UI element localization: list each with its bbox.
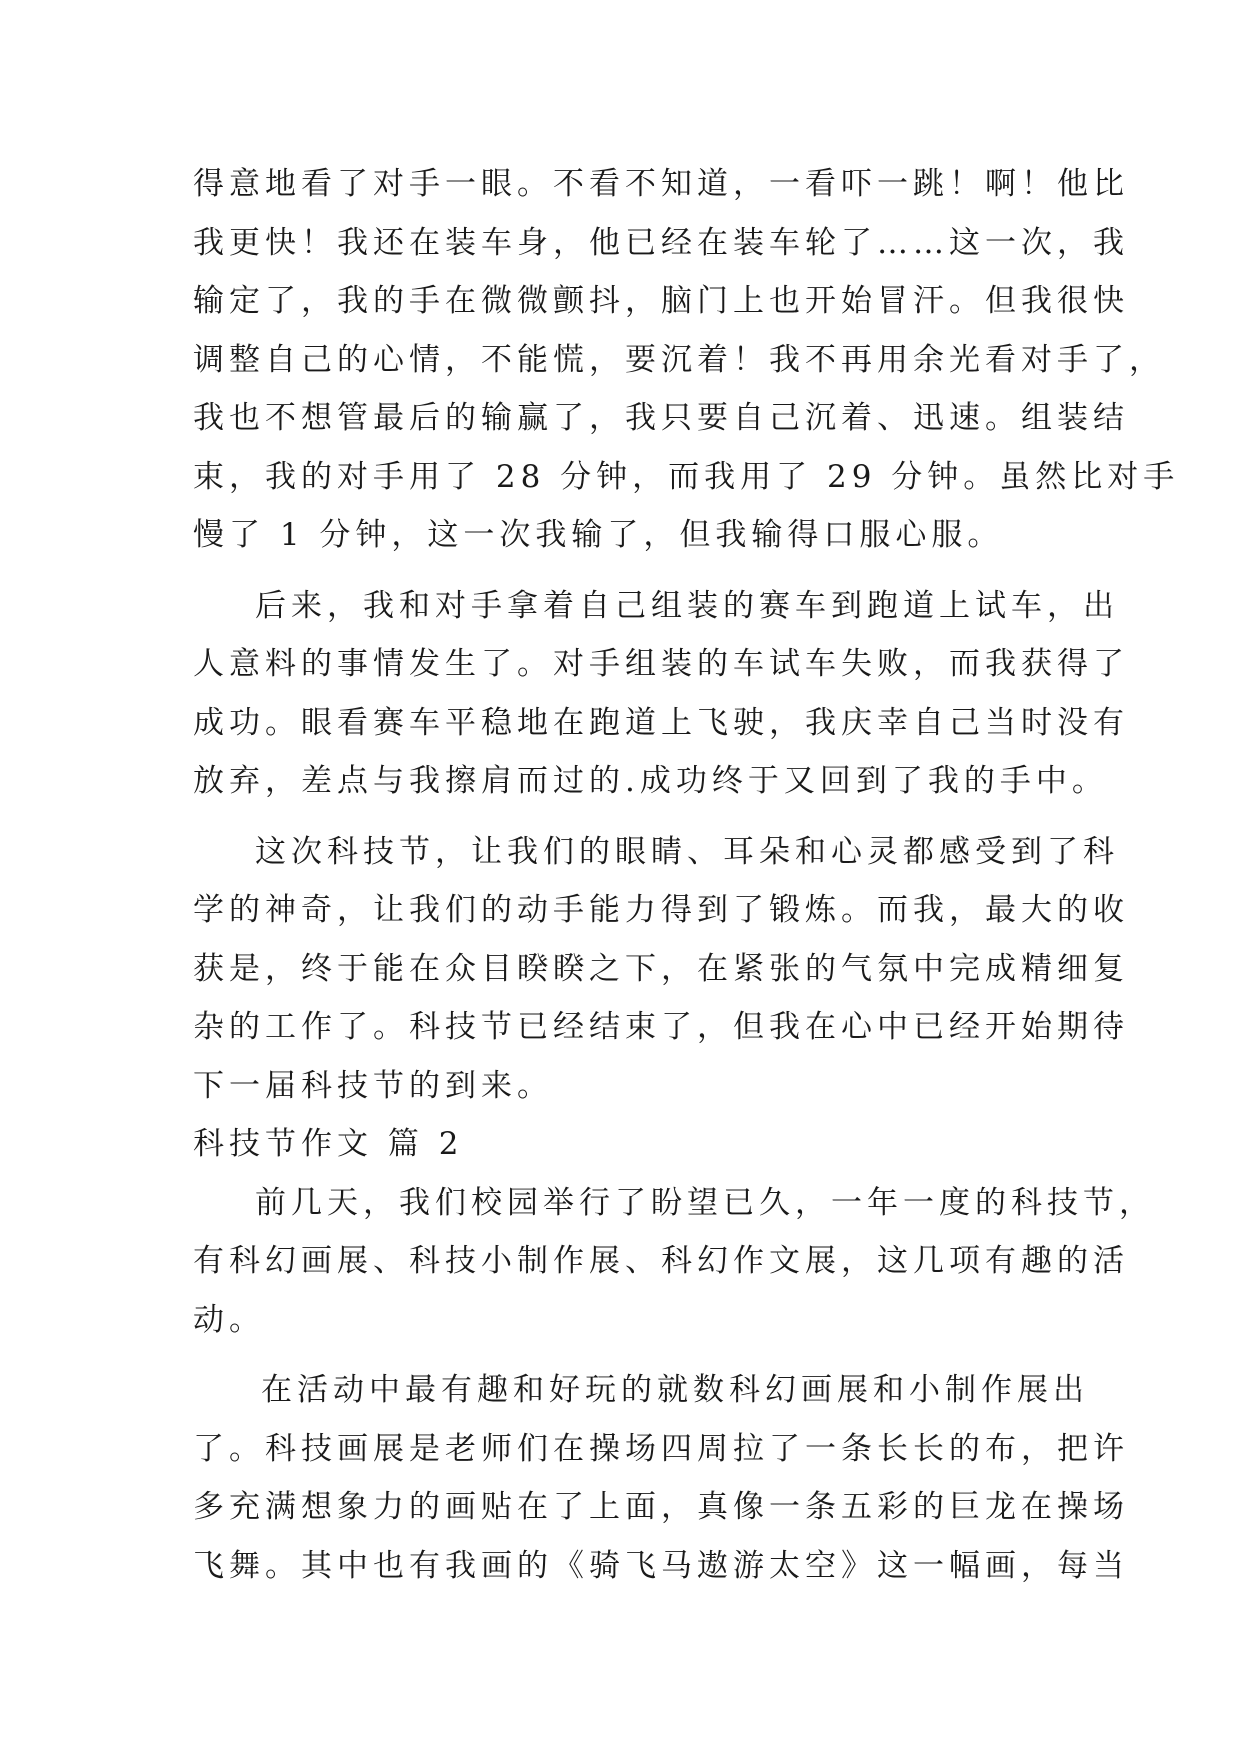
- text-line: 有科幻画展、科技小制作展、科幻作文展，这几项有趣的活: [193, 1243, 1129, 1279]
- paragraph-spacer: [193, 1349, 1053, 1361]
- text-line: 放弃，差点与我擦肩而过的.成功终于又回到了我的手中。: [193, 763, 1108, 799]
- text-line: 学的神奇，让我们的动手能力得到了锻炼。而我，最大的收: [193, 892, 1129, 928]
- text-line: 飞舞。其中也有我画的《骑飞马遨游太空》这一幅画，每当: [193, 1547, 1129, 1584]
- text-line: 杂的工作了。科技节已经结束了，但我在心中已经开始期待: [193, 1009, 1129, 1045]
- text-line: 输定了，我的手在微微颤抖，脑门上也开始冒汗。但我很快: [193, 283, 1129, 319]
- text-line: 获是，终于能在众目睽睽之下，在紧张的气氛中完成精细复: [193, 950, 1129, 987]
- text-line: 动。: [193, 1301, 265, 1338]
- text-line: 在活动中最有趣和好玩的就数科幻画展和小制作展出: [261, 1372, 1089, 1408]
- section-heading: 科技节作文 篇 2: [193, 1126, 464, 1162]
- text-line: 我更快！我还在装车身，他已经在装车轮了……这一次，我: [193, 224, 1129, 261]
- text-line: 慢了 1 分钟，这一次我输了，但我输得口服心服。: [193, 517, 1004, 553]
- text-line: 多充满想象力的画贴在了上面，真像一条五彩的巨龙在操场: [193, 1489, 1129, 1525]
- paragraph-1: [193, 155, 1180, 565]
- text-line: 人意料的事情发生了。对手组装的车试车失败，而我获得了: [193, 646, 1129, 682]
- paragraph-5: [193, 1361, 1129, 1595]
- text-line: 前几天，我们校园举行了盼望已久，一年一度的科技节，: [255, 1184, 1155, 1221]
- text-line: 束，我的对手用了 28 分钟，而我用了 29 分钟。虽然比对手: [193, 458, 1180, 495]
- paragraph-spacer: [193, 565, 1053, 577]
- text-line: 后来，我和对手拿着自己组装的赛车到跑道上试车，出: [255, 587, 1119, 624]
- text-line: 了。科技画展是老师们在操场四周拉了一条长长的布，把许: [193, 1430, 1129, 1467]
- paragraph-4: [193, 1174, 1155, 1350]
- text-line: 成功。眼看赛车平稳地在跑道上飞驶，我庆幸自己当时没有: [193, 704, 1129, 741]
- paragraph-spacer: [193, 811, 1053, 823]
- text-line: 下一届科技节的到来。: [193, 1067, 553, 1104]
- text-line: 这次科技节，让我们的眼睛、耳朵和心灵都感受到了科: [255, 833, 1119, 870]
- document-page: [193, 155, 1180, 1595]
- text-line: 调整自己的心情，不能慌，要沉着！我不再用余光看对手了，: [193, 341, 1165, 378]
- text-line: 我也不想管最后的输赢了，我只要自己沉着、迅速。组装结: [193, 400, 1129, 436]
- paragraph-2: [193, 577, 1129, 811]
- paragraph-3: [193, 823, 1129, 1116]
- text-line: 得意地看了对手一眼。不看不知道，一看吓一跳！啊！他比: [193, 166, 1129, 202]
